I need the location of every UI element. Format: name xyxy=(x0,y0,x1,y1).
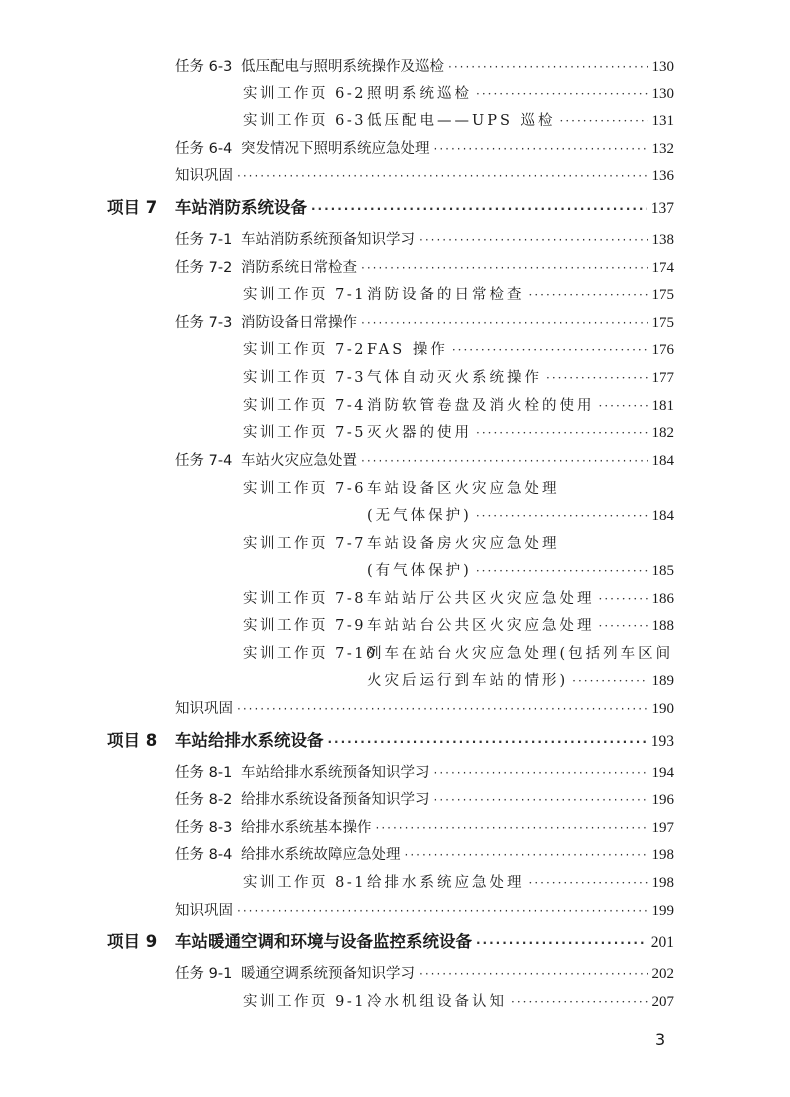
dot-leader xyxy=(560,111,648,131)
toc-entry-project[interactable] xyxy=(107,730,674,752)
entry-title: 低压配电与照明系统操作及巡检 xyxy=(241,59,444,75)
toc-entry-task[interactable] xyxy=(175,451,674,471)
toc-entry-training[interactable] xyxy=(243,111,674,131)
entry-page: 130 xyxy=(651,86,674,102)
entry-page: 176 xyxy=(651,342,674,358)
entry-page: 175 xyxy=(651,315,674,331)
dot-leader xyxy=(599,616,648,636)
toc-entry-project[interactable] xyxy=(107,931,674,953)
entry-title: 车站给排水系统预备知识学习 xyxy=(241,765,430,781)
dot-leader xyxy=(237,166,648,186)
toc-entry-task[interactable] xyxy=(175,790,674,810)
dot-leader xyxy=(511,992,648,1012)
toc-entry-training[interactable] xyxy=(243,285,674,305)
entry-title: FAS 操作 xyxy=(367,342,448,358)
entry-title: 车站消防系统预备知识学习 xyxy=(241,232,415,248)
entry-code: 实训工作页 7-2 xyxy=(243,342,366,358)
entry-code: 任务 7-2 xyxy=(175,260,233,276)
toc-entry-training[interactable] xyxy=(243,84,674,104)
entry-title: 车站给排水系统设备 xyxy=(175,731,324,750)
entry-page: 181 xyxy=(651,398,674,414)
entry-page: 184 xyxy=(651,508,674,524)
dot-leader xyxy=(546,368,648,388)
entry-page: 193 xyxy=(650,733,674,750)
toc-entry-task[interactable] xyxy=(175,818,674,838)
entry-page: 137 xyxy=(650,200,674,217)
entry-page: 201 xyxy=(650,934,674,951)
toc-entry-knowledge[interactable] xyxy=(175,699,674,719)
entry-page: 199 xyxy=(651,903,674,919)
entry-page: 130 xyxy=(651,59,674,75)
entry-title: 给排水系统基本操作 xyxy=(241,820,372,836)
entry-page: 196 xyxy=(651,792,674,808)
dot-leader xyxy=(529,285,648,305)
entry-page: 132 xyxy=(651,141,674,157)
entry-code: 实训工作页 7-3 xyxy=(243,370,366,386)
entry-code: 任务 9-1 xyxy=(175,966,233,982)
entry-title: (无气体保护) xyxy=(367,508,472,524)
toc-entry-training[interactable] xyxy=(243,644,674,664)
toc-entry-training[interactable] xyxy=(243,396,674,416)
entry-page: 177 xyxy=(651,370,674,386)
entry-code: 任务 8-3 xyxy=(175,820,233,836)
entry-title: 低压配电——UPS 巡检 xyxy=(367,113,556,129)
toc-entry-continuation[interactable] xyxy=(367,506,674,526)
entry-page: 189 xyxy=(651,673,674,689)
entry-code: 实训工作页 7-9 xyxy=(243,618,366,634)
entry-code: 实训工作页 7-8 xyxy=(243,591,366,607)
dot-leader xyxy=(405,845,648,865)
dot-leader xyxy=(452,340,648,360)
entry-title: 灭火器的使用 xyxy=(367,425,472,441)
dot-leader xyxy=(529,873,648,893)
entry-title: 给排水系统应急处理 xyxy=(367,875,525,891)
toc-entry-training[interactable] xyxy=(243,423,674,443)
entry-page: 184 xyxy=(651,453,674,469)
entry-title: 车站消防系统设备 xyxy=(175,198,307,217)
dot-leader xyxy=(476,506,648,526)
entry-code: 任务 8-1 xyxy=(175,765,233,781)
toc-entry-training[interactable] xyxy=(243,534,674,554)
entry-code: 实训工作页 7-6 xyxy=(243,481,366,497)
entry-title: 车站站台公共区火灾应急处理 xyxy=(367,618,595,634)
entry-page: 188 xyxy=(651,618,674,634)
entry-page: 136 xyxy=(651,168,674,184)
entry-code: 项目 8 xyxy=(107,731,158,750)
entry-title: 知识巩固 xyxy=(175,168,233,184)
toc-entry-training[interactable] xyxy=(243,992,674,1012)
dot-leader xyxy=(476,561,648,581)
entry-code: 任务 6-3 xyxy=(175,59,233,75)
toc-entry-task[interactable] xyxy=(175,845,674,865)
toc-entry-task[interactable] xyxy=(175,230,674,250)
entry-code: 任务 6-4 xyxy=(175,141,233,157)
entry-page: 198 xyxy=(651,847,674,863)
toc-entry-training[interactable] xyxy=(243,479,674,499)
dot-leader xyxy=(361,451,648,471)
dot-leader xyxy=(572,671,647,691)
toc-entry-training[interactable] xyxy=(243,368,674,388)
entry-page: 174 xyxy=(651,260,674,276)
entry-code: 项目 9 xyxy=(107,932,158,951)
entry-title: 火灾后运行到车站的情形) xyxy=(367,673,569,689)
toc-entry-knowledge[interactable] xyxy=(175,901,674,921)
entry-title: 知识巩固 xyxy=(175,701,233,717)
entry-code: 任务 7-1 xyxy=(175,232,233,248)
entry-title: 消防设备的日常检查 xyxy=(367,287,525,303)
entry-code: 任务 8-4 xyxy=(175,847,233,863)
entry-code: 任务 7-4 xyxy=(175,453,233,469)
entry-page: 131 xyxy=(651,113,674,129)
entry-code: 实训工作页 7-1 xyxy=(243,287,366,303)
entry-page: 185 xyxy=(651,563,674,579)
entry-title: 车站暖通空调和环境与设备监控系统设备 xyxy=(175,932,472,951)
dot-leader xyxy=(434,763,648,783)
dot-leader xyxy=(361,258,648,278)
entry-page: 175 xyxy=(651,287,674,303)
dot-leader xyxy=(476,932,647,954)
entry-page: 190 xyxy=(651,701,674,717)
toc-entry-project[interactable] xyxy=(107,197,674,219)
entry-title: 车站火灾应急处置 xyxy=(241,453,357,469)
dot-leader xyxy=(237,699,648,719)
entry-page: 207 xyxy=(651,994,674,1010)
entry-page: 198 xyxy=(651,875,674,891)
dot-leader xyxy=(376,818,648,838)
toc-entry-task[interactable] xyxy=(175,57,674,77)
entry-title: 冷水机组设备认知 xyxy=(367,994,507,1010)
toc-entry-task[interactable] xyxy=(175,964,674,984)
toc-entry-training[interactable] xyxy=(243,589,674,609)
entry-page: 186 xyxy=(651,591,674,607)
entry-title: 照明系统巡检 xyxy=(367,86,472,102)
entry-code: 实训工作页 6-3 xyxy=(243,113,366,129)
entry-code: 实训工作页 7-7 xyxy=(243,536,366,552)
entry-page: 194 xyxy=(651,765,674,781)
dot-leader xyxy=(476,84,648,104)
toc-entry-training[interactable] xyxy=(243,873,674,893)
toc-entry-task[interactable] xyxy=(175,139,674,159)
entry-code: 实训工作页 7-10 xyxy=(243,646,378,662)
entry-title: 车站设备区火灾应急处理 xyxy=(367,481,560,497)
dot-leader xyxy=(237,901,648,921)
toc-entry-continuation[interactable] xyxy=(367,561,674,581)
entry-title: 消防系统日常检查 xyxy=(241,260,357,276)
entry-code: 实训工作页 7-4 xyxy=(243,398,366,414)
entry-title: 暖通空调系统预备知识学习 xyxy=(241,966,415,982)
toc-entry-task[interactable] xyxy=(175,313,674,333)
entry-title: 气体自动灭火系统操作 xyxy=(367,370,542,386)
entry-title: 车站站厅公共区火灾应急处理 xyxy=(367,591,595,607)
toc-entry-training[interactable] xyxy=(243,340,674,360)
entry-page: 197 xyxy=(651,820,674,836)
entry-code: 任务 7-3 xyxy=(175,315,233,331)
entry-title: 车站设备房火灾应急处理 xyxy=(367,536,560,552)
entry-code: 任务 8-2 xyxy=(175,792,233,808)
page-number: 3 xyxy=(655,1030,666,1049)
entry-title: 给排水系统故障应急处理 xyxy=(241,847,401,863)
entry-title: 列车在站台火灾应急处理(包括列车区间 xyxy=(367,646,674,662)
toc-entry-continuation[interactable] xyxy=(367,671,674,691)
entry-code: 实训工作页 9-1 xyxy=(243,994,366,1010)
dot-leader xyxy=(311,198,647,220)
toc-entry-knowledge[interactable] xyxy=(175,166,674,186)
toc-entry-task[interactable] xyxy=(175,258,674,278)
dot-leader xyxy=(476,423,648,443)
entry-page: 138 xyxy=(651,232,674,248)
toc-entry-training[interactable] xyxy=(243,616,674,636)
entry-code: 实训工作页 7-5 xyxy=(243,425,366,441)
dot-leader xyxy=(361,313,648,333)
entry-title: 突发情况下照明系统应急处理 xyxy=(241,141,430,157)
dot-leader xyxy=(434,790,648,810)
entry-page: 202 xyxy=(651,966,674,982)
entry-code: 实训工作页 8-1 xyxy=(243,875,366,891)
entry-code: 实训工作页 6-2 xyxy=(243,86,366,102)
entry-code: 项目 7 xyxy=(107,198,158,217)
dot-leader xyxy=(448,57,648,77)
entry-title: 消防设备日常操作 xyxy=(241,315,357,331)
toc-entry-task[interactable] xyxy=(175,763,674,783)
entry-title: 知识巩固 xyxy=(175,903,233,919)
dot-leader xyxy=(434,139,648,159)
dot-leader xyxy=(599,396,648,416)
entry-page: 182 xyxy=(651,425,674,441)
dot-leader xyxy=(419,964,648,984)
entry-title: 消防软管卷盘及消火栓的使用 xyxy=(367,398,595,414)
dot-leader xyxy=(328,731,647,753)
entry-title: (有气体保护) xyxy=(367,563,472,579)
dot-leader xyxy=(599,589,648,609)
dot-leader xyxy=(419,230,648,250)
entry-title: 给排水系统设备预备知识学习 xyxy=(241,792,430,808)
